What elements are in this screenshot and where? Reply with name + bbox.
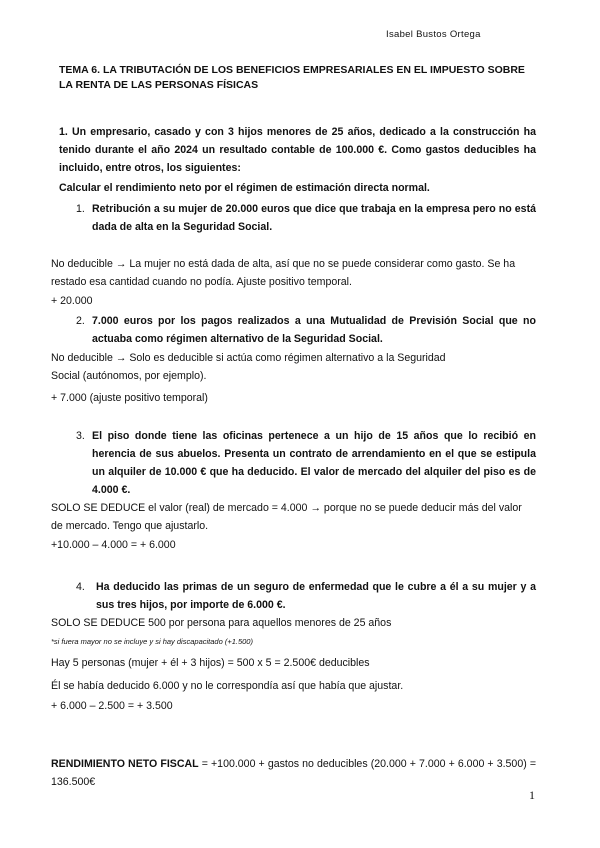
note-lead: SOLO SE DEDUCE el valor (real) de mercado = 4.000 xyxy=(51,502,308,514)
note-lead: No deducible xyxy=(51,352,113,364)
note-text: Solo es deducible si actúa como régimen alternativo a la Seguridad Social (autónomos, por ejemplo). xyxy=(51,352,446,382)
item-4-note-4: Él se había deducido 6.000 y no le correspondía así que había que ajustar. xyxy=(51,680,404,692)
result-text: = +100.000 + gastos no deducibles (20.000 + 7.000 + 6.000 + 3.500) = 136.500€ xyxy=(51,758,537,788)
item-1-text: Retribución a su mujer de 20.000 euros que dice que trabaja en la empresa pero no está dada de alta en la Seguridad Social. xyxy=(92,203,536,233)
arrow-icon: → xyxy=(310,502,321,514)
item-4-note-2: *si fuera mayor no se incluye y si hay discapacitado (+1.500) xyxy=(51,637,253,646)
document-title: TEMA 6. LA TRIBUTACIÓN DE LOS BENEFICIOS EMPRESARIALES EN EL IMPUESTO SOBRE LA RENTA DE LAS PERSONAS FÍSICAS xyxy=(59,64,525,91)
note-text: La mujer no está dada de alta, así que no se puede considerar como gasto. Se ha restado esa cantidad cuando no podía. Ajuste positivo temporal. xyxy=(51,258,516,288)
note-lead: No deducible xyxy=(51,258,113,270)
item-number: 2. xyxy=(76,315,85,327)
item-4-text: Ha deducido las primas de un seguro de enfermedad que le cubre a él a su mujer y a sus tres hijos, por importe de 6.000 €. xyxy=(96,581,536,611)
arrow-icon: → xyxy=(115,258,127,270)
item-4-note-3: Hay 5 personas (mujer + él + 3 hijos) = 500 x 5 = 2.500€ deducibles xyxy=(51,657,370,669)
item-number: 4. xyxy=(76,581,85,593)
item-2-adjust: + 7.000 (ajuste positivo temporal) xyxy=(51,392,208,404)
exercise-task: Calcular el rendimiento neto por el régimen de estimación directa normal. xyxy=(59,182,430,194)
item-3-note xyxy=(51,499,531,535)
item-number: 3. xyxy=(76,430,85,442)
item-4-note-1: SOLO SE DEDUCE 500 por persona para aquellos menores de 25 años xyxy=(51,617,392,629)
item-4-adjust: + 6.000 – 2.500 = + 3.500 xyxy=(51,700,173,712)
item-3-adjust: +10.000 – 4.000 = + 6.000 xyxy=(51,539,176,551)
exercise-intro: 1. Un empresario, casado y con 3 hijos menores de 25 años, dedicado a la construcción ha tenido durante el año 2024 un resultado contable de 100.000 €. Como gastos deducibles ha incluido, entre otros, los siguientes: xyxy=(59,126,536,174)
item-1-adjust: + 20.000 xyxy=(51,295,93,307)
page-number: 1 xyxy=(529,788,535,802)
result-label: RENDIMIENTO NETO FISCAL xyxy=(51,758,199,770)
result-line xyxy=(51,755,536,791)
item-number: 1. xyxy=(76,203,85,215)
item-2-text: 7.000 euros por los pagos realizados a una Mutualidad de Previsión Social que no actuaba como régimen alternativo de la Seguridad Social. xyxy=(92,315,536,345)
arrow-icon: → xyxy=(115,352,127,364)
item-3-text: El piso donde tiene las oficinas pertenece a un hijo de 15 años que lo recibió en herencia de sus abuelos. Presenta un contrato de arrendamiento en el que se estipula un alquiler de 10.000 € que ha deducido. El valor de mercado del alquiler del piso es de 4.000 €. xyxy=(92,430,536,496)
header-author: Isabel Bustos Ortega xyxy=(386,29,481,40)
item-2-note xyxy=(51,349,471,385)
note-text: porque no se puede deducir más del valor de mercado. Tengo que ajustarlo. xyxy=(51,502,522,532)
item-1-note xyxy=(51,255,531,291)
